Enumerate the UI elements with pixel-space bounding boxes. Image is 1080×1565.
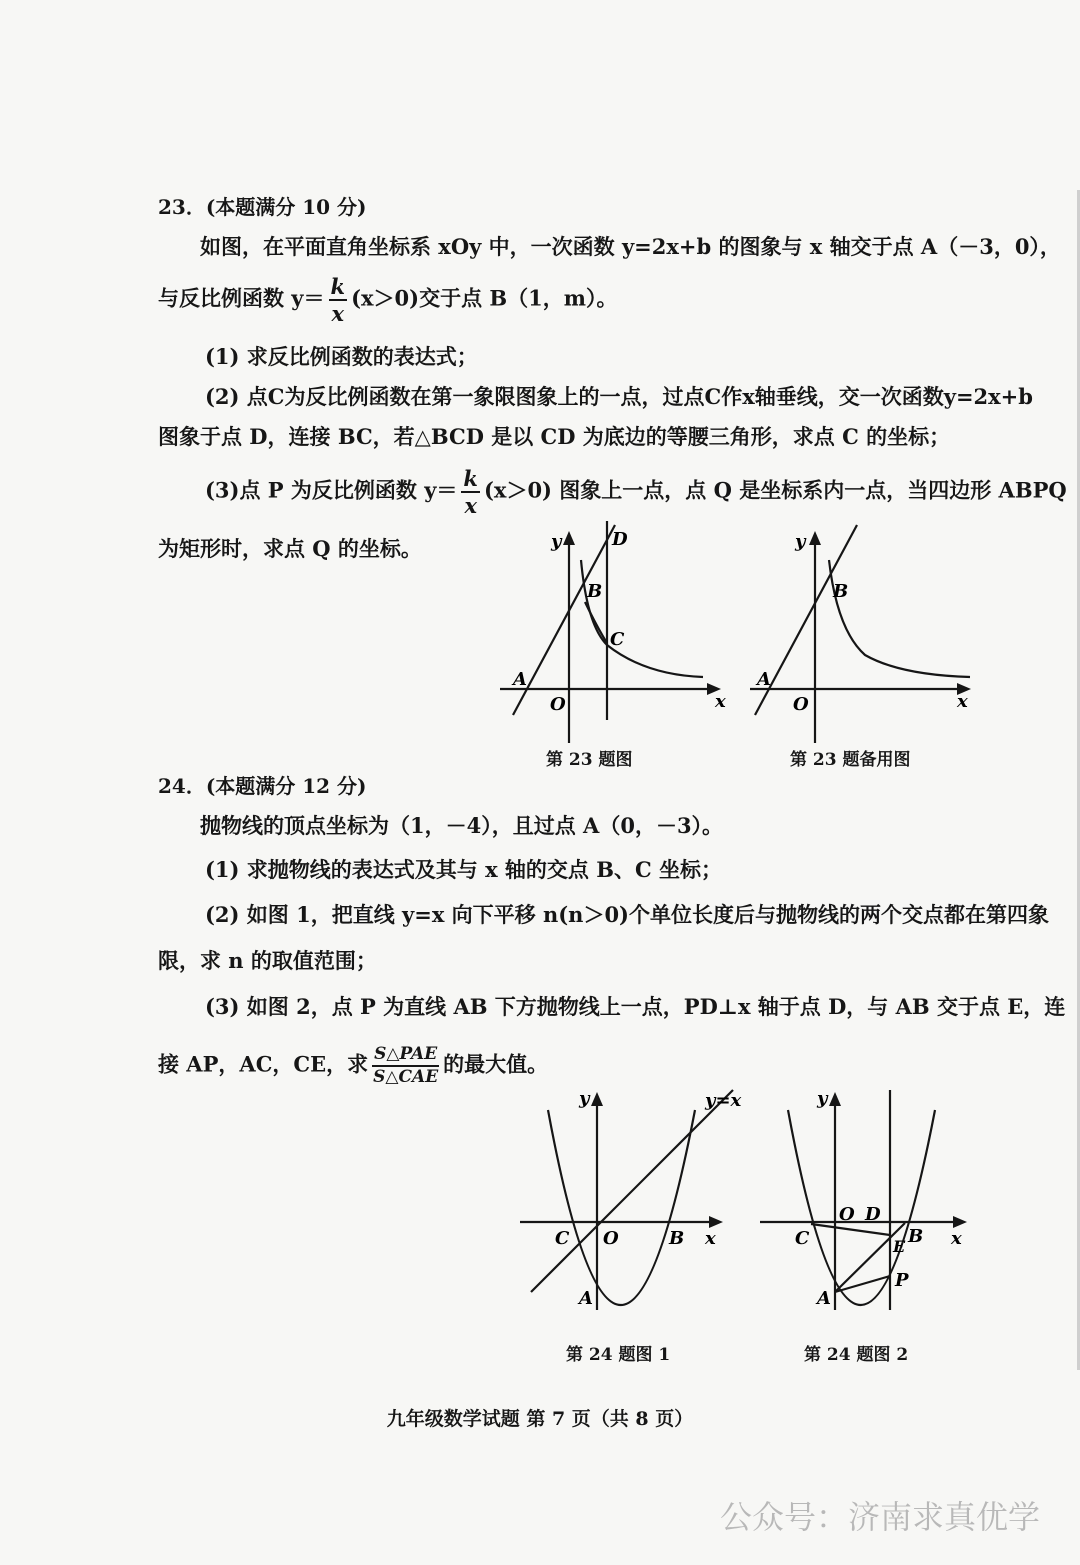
label-c: C [555, 1228, 570, 1249]
q23-fraction-k-over-x-2 [461, 468, 480, 516]
label-y: y [817, 1088, 828, 1109]
label-b: B [587, 581, 603, 602]
fraction-numerator: S△PAE [372, 1046, 439, 1067]
q23-part2-line1: (2) 点C为反比例函数在第一象限图象上的一点，过点C作x轴垂线，交一次函数y=2x+b [205, 384, 1033, 409]
q23-figure [495, 515, 730, 745]
label-x: x [951, 1228, 962, 1249]
q24-figure-2-caption: 第 24 题图 2 [804, 1345, 909, 1365]
x-arrow-icon [953, 1216, 967, 1228]
q23-part3-pre: (3)点 P 为反比例函数 y＝ [205, 477, 458, 503]
q24-part2-line2: 限，求 n 的取值范围； [158, 948, 377, 973]
fraction-denominator: x [331, 301, 345, 326]
label-b: B [833, 581, 849, 602]
label-origin: O [793, 694, 809, 715]
q23-backup-figure [745, 515, 980, 745]
label-x: x [705, 1228, 716, 1249]
label-a: A [817, 1288, 831, 1309]
linear-function-line [513, 525, 615, 715]
label-line-y-equals-x: y=x [705, 1090, 742, 1111]
segment-bc [585, 602, 607, 643]
q24-part3-line1: (3) 如图 2，点 P 为直线 AB 下方抛物线上一点，PD⊥x 轴于点 D，与 AB 交于点 E，连 [205, 994, 1066, 1019]
y-arrow-icon [591, 1092, 603, 1106]
q24-area-ratio-fraction [372, 1046, 439, 1086]
parabola-curve [788, 1110, 935, 1305]
q23-intro-line1: 如图，在平面直角坐标系 xOy 中，一次函数 y=2x+b 的图象与 x 轴交于点 A（－3，0）， [200, 234, 1061, 259]
q24-part3-line2 [158, 1046, 548, 1086]
label-y: y [795, 531, 806, 552]
label-a: A [757, 669, 771, 690]
label-c: C [610, 629, 625, 650]
q23-backup-caption: 第 23 题备用图 [790, 750, 911, 770]
y-arrow-icon [809, 531, 821, 545]
q24-part1: (1) 求抛物线的表达式及其与 x 轴的交点 B、C 坐标； [205, 857, 723, 882]
watermark: 公众号：济南求真优学 [719, 1498, 1040, 1536]
fraction-numerator: k [330, 274, 346, 299]
fraction-denominator: x [464, 493, 477, 518]
q23-part3-post: (x＞0) 图象上一点，点 Q 是坐标系内一点，当四边形 ABPQ [483, 477, 1067, 503]
q23-part3-line2: 为矩形时，求点 Q 的坐标。 [158, 536, 422, 561]
label-a: A [513, 669, 527, 690]
fraction-denominator: S△CAE [373, 1067, 439, 1087]
q23-figure-caption: 第 23 题图 [546, 750, 633, 770]
x-arrow-icon [709, 1216, 723, 1228]
hyperbola-curve [581, 560, 703, 677]
q23-header: 23．(本题满分 10 分) [158, 195, 367, 219]
label-d: D [612, 529, 628, 550]
q23-part2-line2: 图象于点 D，连接 BC，若△BCD 是以 CD 为底边的等腰三角形，求点 C 的坐标； [158, 424, 951, 449]
y-arrow-icon [829, 1092, 841, 1106]
label-b: B [908, 1226, 924, 1247]
label-y: y [579, 1088, 590, 1109]
q24-header: 24．(本题满分 12 分) [158, 774, 367, 798]
q24-part2-line1: (2) 如图 1，把直线 y=x 向下平移 n(n＞0)个单位长度后与抛物线的两个交点都在第四象 [205, 902, 1049, 927]
q23-intro-line2-post: (x＞0)交于点 B（1，m）。 [351, 285, 618, 311]
page-footer: 九年级数学试题 第 7 页（共 8 页） [386, 1408, 694, 1430]
fraction-numerator: k [463, 466, 478, 491]
label-p: P [895, 1270, 909, 1291]
label-origin: O [839, 1204, 855, 1225]
y-arrow-icon [563, 531, 575, 545]
label-x: x [715, 691, 726, 712]
line-y-equals-x [531, 1090, 733, 1292]
q23-fraction-k-over-x [329, 276, 348, 324]
label-c: C [795, 1228, 810, 1249]
parabola-curve [548, 1110, 695, 1305]
label-d: D [865, 1204, 881, 1225]
q23-part1: (1) 求反比例函数的表达式； [205, 344, 478, 369]
label-x: x [957, 691, 968, 712]
label-y: y [551, 531, 562, 552]
q24-part3-pre: 接 AP，AC，CE，求 [158, 1051, 369, 1077]
q23-part3-line1 [205, 468, 1067, 516]
q24-part3-post: 的最大值。 [443, 1051, 549, 1077]
q24-intro: 抛物线的顶点坐标为（1，－4），且过点 A（0，－3）。 [200, 813, 724, 838]
label-origin: O [603, 1228, 619, 1249]
q24-figure-2 [755, 1080, 980, 1330]
label-origin: O [550, 694, 566, 715]
label-e: E [893, 1237, 906, 1256]
q23-intro-line2-pre: 与反比例函数 y＝ [158, 285, 325, 311]
hyperbola-curve [829, 560, 970, 677]
q24-figure-1 [515, 1080, 745, 1330]
segment-ce [811, 1224, 890, 1235]
q24-figure-1-caption: 第 24 题图 1 [566, 1345, 671, 1365]
label-a: A [579, 1288, 593, 1309]
q23-intro-line2 [158, 276, 617, 324]
label-b: B [669, 1228, 685, 1249]
